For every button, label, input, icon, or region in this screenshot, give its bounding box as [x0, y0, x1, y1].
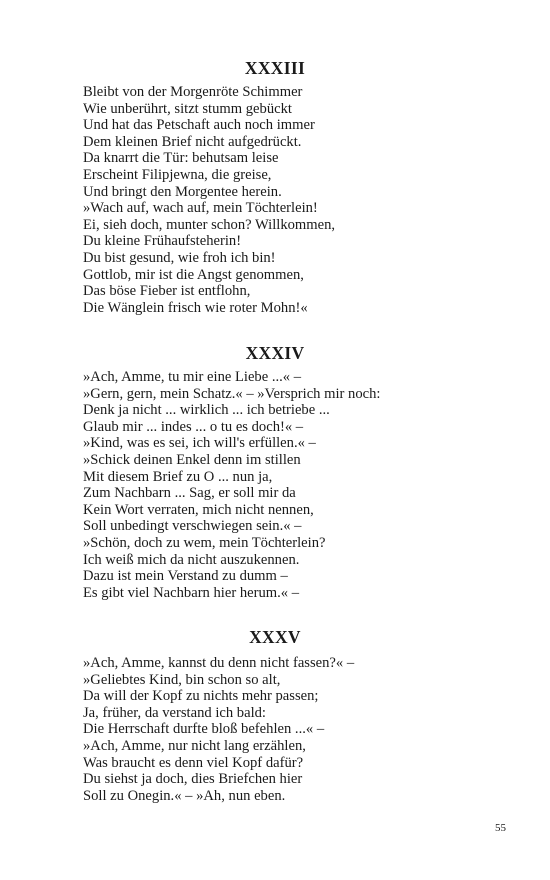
verse-line: »Geliebtes Kind, bin schon so alt, [83, 671, 281, 688]
verse-line: Was braucht es denn viel Kopf dafür? [83, 754, 304, 771]
verse-line: Dem kleinen Brief nicht aufgedrückt. [83, 133, 302, 150]
verse-line: Ei, sieh doch, munter schon? Willkommen, [83, 216, 336, 233]
verse-line: Das böse Fieber ist entflohn, [83, 283, 251, 300]
verse-line: Die Wänglein frisch wie roter Mohn!« [83, 299, 308, 316]
verse-line: Bleibt von der Morgenröte Schimmer [83, 84, 303, 100]
verse-line: Kein Wort verraten, mich nicht nennen, [83, 501, 314, 518]
verse-line: Mit diesem Brief zu O ... nun ja, [83, 468, 273, 485]
verse-line: »Gern, gern, mein Schatz.« – »Versprich mir noch: [83, 385, 381, 402]
verse-line: Da will der Kopf zu nichts mehr passen; [83, 688, 319, 705]
verse-line: »Schick deinen Enkel denn im stillen [83, 451, 301, 468]
verse-line: Es gibt viel Nachbarn hier herum.« – [83, 584, 300, 601]
verse-line: Soll unbedingt verschwiegen sein.« – [83, 518, 302, 535]
verse-line: Du bist gesund, wie froh ich bin! [83, 249, 276, 266]
verse-line: Und bringt den Morgentee herein. [83, 183, 282, 200]
verse-line: Wie unberührt, sitzt stumm gebückt [83, 100, 292, 117]
verse-line: Du kleine Frühaufsteherin! [83, 233, 242, 250]
verse-line: Die Herrschaft durfte bloß befehlen ...« – [83, 721, 325, 738]
stanza-title-xxxiv: XXXIV [245, 343, 305, 363]
stanza-xxxiv [83, 369, 523, 601]
verse-line: »Ach, Amme, kannst du denn nicht fassen?« – [83, 655, 355, 671]
page-number: 55 [495, 822, 506, 834]
verse-line: Erscheint Filipjewna, die greise, [83, 166, 272, 183]
verse-line: Ich weiß mich da nicht auszukennen. [83, 551, 300, 568]
stanza-title-xxxiii: XXXIII [244, 58, 306, 78]
verse-line: »Wach auf, wach auf, mein Töchterlein! [83, 200, 318, 217]
verse-line: »Ach, Amme, tu mir eine Liebe ...« – [83, 369, 302, 385]
verse-line: Du siehst ja doch, dies Briefchen hier [83, 771, 303, 788]
verse-line: Ja, früher, da verstand ich bald: [83, 704, 266, 721]
stanza-title-xxxv: XXXV [249, 627, 301, 647]
verse-line: Gottlob, mir ist die Angst genommen, [83, 266, 304, 283]
stanza-xxxv [83, 655, 523, 804]
verse-line: Da knarrt die Tür: behutsam leise [83, 150, 279, 167]
verse-line: Zum Nachbarn ... Sag, er soll mir da [83, 485, 296, 502]
verse-line: Dazu ist mein Verstand zu dumm – [83, 568, 288, 585]
verse-line: »Schön, doch zu wem, mein Töchterlein? [83, 534, 326, 551]
verse-line: »Kind, was es sei, ich will's erfüllen.« – [83, 435, 316, 452]
verse-line: Denk ja nicht ... wirklich ... ich betriebe ... [83, 402, 330, 419]
verse-line: Soll zu Onegin.« – »Ah, nun eben. [83, 787, 286, 804]
verse-line: Glaub mir ... indes ... o tu es doch!« – [83, 418, 304, 435]
stanza-xxxiii [83, 84, 523, 316]
verse-line: Und hat das Petschaft auch noch immer [83, 117, 315, 134]
verse-line: »Ach, Amme, nur nicht lang erzählen, [83, 737, 306, 754]
